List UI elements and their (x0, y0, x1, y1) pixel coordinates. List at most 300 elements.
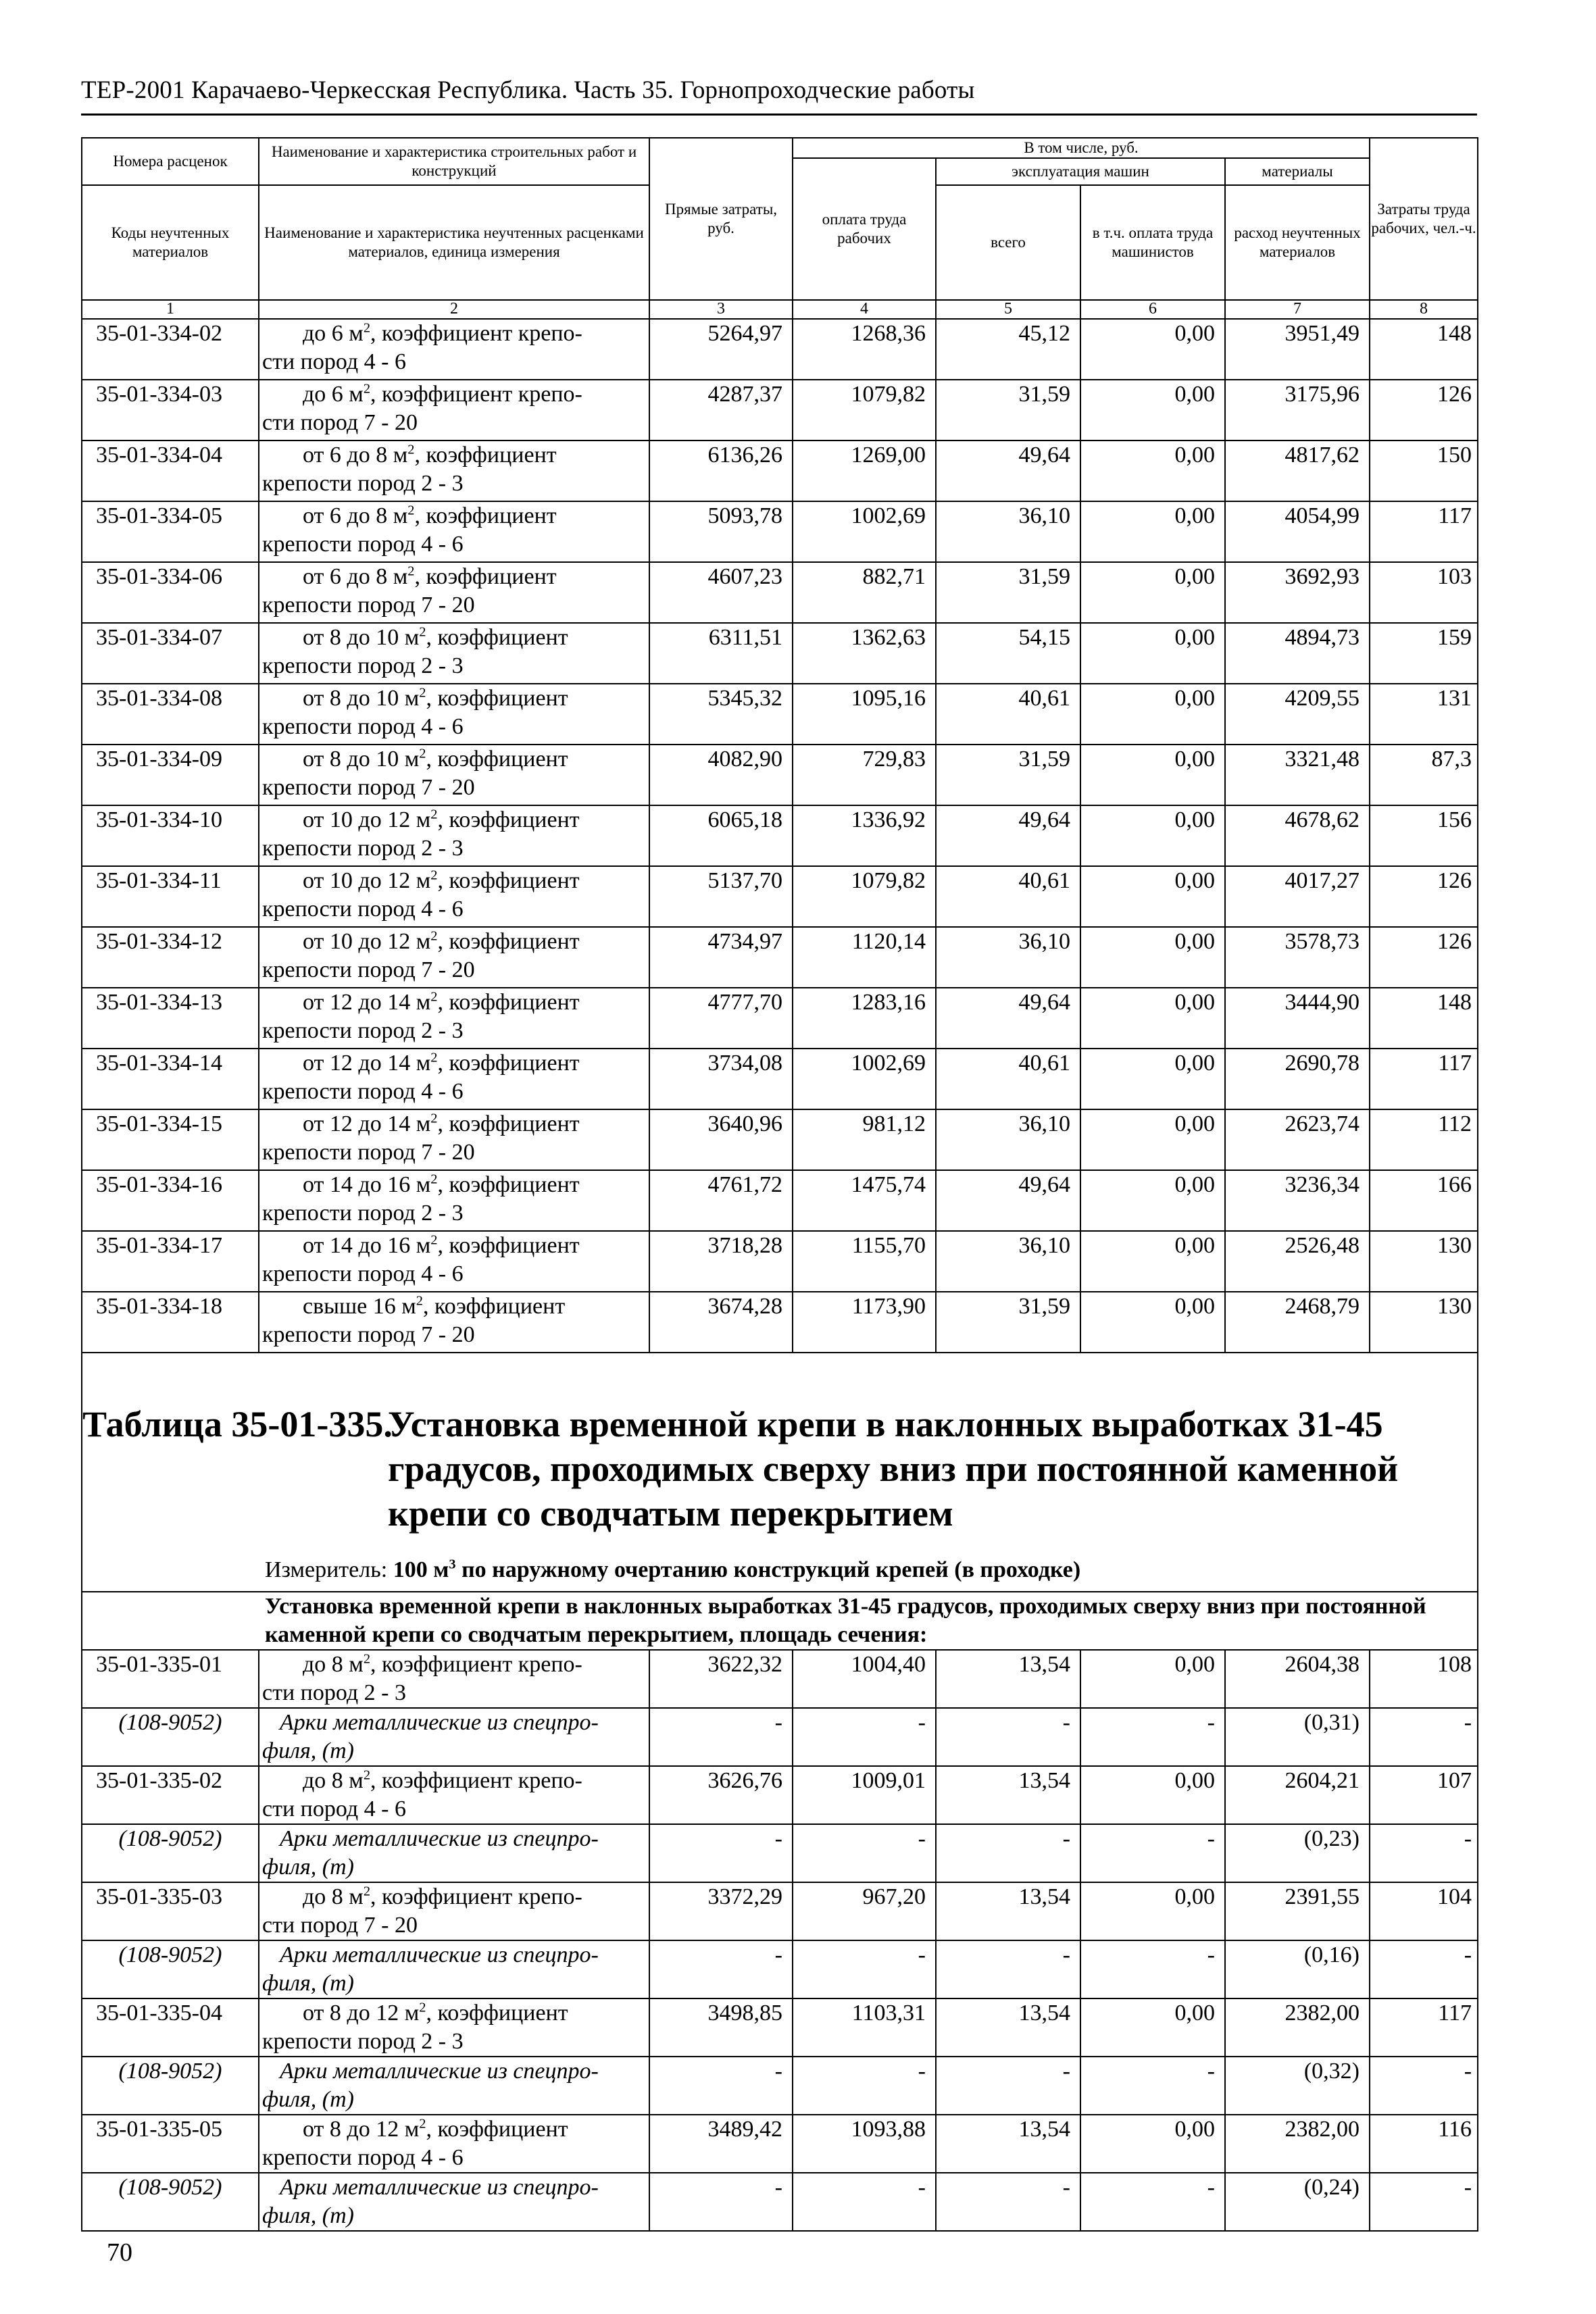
desc-part: от 8 до 10 м (303, 747, 420, 772)
desc-part: крепости пород 2 - 3 (262, 653, 464, 678)
value-cell: 49,64 (936, 805, 1080, 866)
rate-description (259, 501, 649, 562)
value-cell: - (1080, 2057, 1225, 2115)
value-cell: 0,00 (1080, 866, 1225, 927)
rate-description (259, 1882, 649, 1940)
value-cell: 0,00 (1080, 1049, 1225, 1109)
section-title: Установка временной крепи в наклонных выработках 31-45 градусов, проходимых сверху вниз при постоянной каменной крепи со сводчатым перекрытием, площадь сечения: (82, 1592, 1478, 1650)
superscript: 2 (407, 442, 415, 457)
spacer-cell (82, 1353, 1478, 1394)
value-cell: 1269,00 (793, 441, 936, 501)
value-cell: 150 (1370, 441, 1478, 501)
rate-code: 35-01-334-06 (82, 562, 259, 623)
desc-part: крепости пород 7 - 20 (262, 775, 475, 800)
value-cell: 4817,62 (1225, 441, 1370, 501)
value-cell: 54,15 (936, 623, 1080, 684)
rate-code: 35-01-334-04 (82, 441, 259, 501)
value-cell: 126 (1370, 927, 1478, 988)
value-cell: 3372,29 (649, 1882, 793, 1940)
rate-code: 35-01-334-16 (82, 1170, 259, 1231)
superscript: 2 (430, 1232, 438, 1248)
value-cell: 131 (1370, 684, 1478, 745)
value-cell: 0,00 (1080, 1292, 1225, 1353)
value-cell: 1093,88 (793, 2115, 936, 2173)
value-cell: 729,83 (793, 745, 936, 805)
desc-part: до 8 м (303, 1884, 364, 1909)
value-cell: 130 (1370, 1292, 1478, 1353)
page-header: ТЕР-2001 Карачаево-Черкесская Республика. Часть 35. Горнопроходческие работы (81, 76, 975, 104)
value-cell: 0,00 (1080, 1650, 1225, 1708)
superscript: 2 (363, 1884, 371, 1899)
value-cell: 31,59 (936, 562, 1080, 623)
table-row (82, 380, 1478, 441)
value-cell: 2604,21 (1225, 1766, 1370, 1824)
value-cell: 36,10 (936, 501, 1080, 562)
value-cell: 4761,72 (649, 1170, 793, 1231)
value-cell: 159 (1370, 623, 1478, 684)
rate-code: 35-01-335-04 (82, 1998, 259, 2057)
value-cell: - (936, 2173, 1080, 2231)
value-cell: (0,32) (1225, 2057, 1370, 2115)
value-cell: 1095,16 (793, 684, 936, 745)
table-row (82, 684, 1478, 745)
rate-description (259, 1650, 649, 1708)
superscript: 2 (407, 563, 415, 579)
desc-part: , коэффициент (426, 747, 568, 772)
desc-part: , коэффициент (414, 443, 557, 468)
value-cell: 2382,00 (1225, 2115, 1370, 2173)
value-cell: 1002,69 (793, 1049, 936, 1109)
value-cell: 0,00 (1080, 1882, 1225, 1940)
value-cell: 0,00 (1080, 1231, 1225, 1292)
table-row (82, 1650, 1478, 1708)
table-row (82, 745, 1478, 805)
superscript: 2 (419, 685, 426, 701)
desc-part: сти пород 4 - 6 (262, 1796, 406, 1821)
col5-header: всего (936, 185, 1080, 300)
desc-part: крепости пород 2 - 3 (262, 1018, 464, 1043)
desc-part: крепости пород 4 - 6 (262, 714, 464, 739)
value-cell: 3321,48 (1225, 745, 1370, 805)
desc-part: крепости пород 2 - 3 (262, 2029, 464, 2054)
col3-header: Прямые затраты, руб. (649, 138, 793, 300)
desc-part: от 8 до 12 м (303, 2001, 420, 2026)
value-cell: 3626,76 (649, 1766, 793, 1824)
rate-code: 35-01-334-10 (82, 805, 259, 866)
desc-part: , коэффициент (437, 1172, 580, 1197)
value-cell: 31,59 (936, 1292, 1080, 1353)
rate-code: 35-01-334-09 (82, 745, 259, 805)
desc-part: сти пород 7 - 20 (262, 410, 418, 435)
superscript: 2 (430, 1172, 438, 1187)
col-number: 8 (1370, 300, 1478, 319)
spacer-row (82, 1353, 1478, 1394)
rate-code: 35-01-334-03 (82, 380, 259, 441)
value-cell: 0,00 (1080, 623, 1225, 684)
value-cell: 2526,48 (1225, 1231, 1370, 1292)
desc-part: крепости пород 2 - 3 (262, 836, 464, 861)
value-cell: - (936, 1708, 1080, 1766)
value-cell: 117 (1370, 1998, 1478, 2057)
desc-part: от 8 до 10 м (303, 686, 420, 711)
material-code: (108-9052) (82, 1940, 259, 1998)
material-row (82, 1708, 1478, 1766)
rate-description (259, 745, 649, 805)
desc-part: крепости пород 4 - 6 (262, 532, 464, 557)
value-cell: 40,61 (936, 684, 1080, 745)
desc-part: крепости пород 4 - 6 (262, 1261, 464, 1286)
value-cell: 0,00 (1080, 745, 1225, 805)
value-cell: 6136,26 (649, 441, 793, 501)
material-code: (108-9052) (82, 2057, 259, 2115)
value-cell: 0,00 (1080, 562, 1225, 623)
value-cell: 3734,08 (649, 1049, 793, 1109)
value-cell: 3692,93 (1225, 562, 1370, 623)
value-cell: 0,00 (1080, 1766, 1225, 1824)
rate-code: 35-01-334-02 (82, 319, 259, 380)
value-cell: - (649, 1940, 793, 1998)
rate-description (259, 623, 649, 684)
value-cell: 3444,90 (1225, 988, 1370, 1049)
table-row (82, 1109, 1478, 1170)
col-number: 4 (793, 300, 936, 319)
value-cell: 40,61 (936, 1049, 1080, 1109)
value-cell: 0,00 (1080, 805, 1225, 866)
material-name: Арки металлические из спецпро-филя, (т) (259, 1708, 649, 1766)
rate-code: 35-01-335-02 (82, 1766, 259, 1824)
rate-code: 35-01-334-14 (82, 1049, 259, 1109)
value-cell: 49,64 (936, 1170, 1080, 1231)
desc-part: , коэффициент (422, 1294, 566, 1319)
rate-code: 35-01-334-12 (82, 927, 259, 988)
value-cell: 31,59 (936, 745, 1080, 805)
measure-label: Измеритель: (265, 1557, 393, 1582)
desc-part: , коэффициент (426, 686, 568, 711)
rate-description (259, 805, 649, 866)
superscript: 2 (363, 1651, 371, 1667)
material-row (82, 1940, 1478, 1998)
superscript: 2 (430, 1111, 438, 1126)
desc-part: сти пород 2 - 3 (262, 1680, 406, 1705)
table-row (82, 441, 1478, 501)
page-number: 70 (107, 2238, 132, 2267)
table-row (82, 1049, 1478, 1109)
machines-header: эксплуатация машин (936, 158, 1225, 185)
desc-part: , коэффициент крепо- (370, 1884, 582, 1909)
desc-part: крепости пород 4 - 6 (262, 2145, 464, 2170)
table-row (82, 927, 1478, 988)
value-cell: 126 (1370, 380, 1478, 441)
value-cell: 0,00 (1080, 1170, 1225, 1231)
superscript: 3 (449, 1557, 456, 1572)
superscript: 2 (419, 746, 426, 761)
value-cell: 1362,63 (793, 623, 936, 684)
desc-part: сти пород 4 - 6 (262, 349, 406, 374)
col8-header: Затраты труда рабочих, чел.-ч. (1370, 138, 1478, 300)
desc-part: , коэффициент крепо- (370, 1652, 582, 1677)
table-row (82, 562, 1478, 623)
value-cell: 36,10 (936, 927, 1080, 988)
table-row (82, 501, 1478, 562)
value-cell: 156 (1370, 805, 1478, 866)
desc-part: крепости пород 2 - 3 (262, 471, 464, 496)
col-number: 1 (82, 300, 259, 319)
value-cell: 0,00 (1080, 684, 1225, 745)
desc-part: сти пород 7 - 20 (262, 1913, 418, 1938)
col4-header: оплата труда рабочих (793, 158, 936, 300)
value-cell: 1009,01 (793, 1766, 936, 1824)
value-cell: 3175,96 (1225, 380, 1370, 441)
superscript: 2 (430, 1050, 438, 1065)
value-cell: 4777,70 (649, 988, 793, 1049)
table-heading: Установка временной крепи в наклонных выработках 31-45 градусов, проходимых сверху вниз при постоянной каменной крепи со сводчатым перекрытием (388, 1404, 1399, 1534)
value-cell: 117 (1370, 501, 1478, 562)
material-name: Арки металлические из спецпро-филя, (т) (259, 1940, 649, 1998)
value-cell: 1120,14 (793, 927, 936, 988)
value-cell: - (1370, 1824, 1478, 1882)
value-cell: - (1370, 1708, 1478, 1766)
table-row (82, 1292, 1478, 1353)
desc-part: крепости пород 7 - 20 (262, 1140, 475, 1165)
value-cell: - (1080, 1940, 1225, 1998)
material-row (82, 1824, 1478, 1882)
superscript: 2 (363, 381, 371, 397)
col2-header-bottom: Наименование и характеристика неучтенных расценками материалов, единица измерения (259, 185, 649, 300)
value-cell: 126 (1370, 866, 1478, 927)
value-cell: 36,10 (936, 1231, 1080, 1292)
table-number: Таблица 35-01-335. (82, 1404, 393, 1444)
value-cell: 6065,18 (649, 805, 793, 866)
table-row (82, 1766, 1478, 1824)
superscript: 2 (363, 1767, 371, 1783)
value-cell: - (1370, 2057, 1478, 2115)
value-cell: 2468,79 (1225, 1292, 1370, 1353)
value-cell: 5137,70 (649, 866, 793, 927)
value-cell: 4082,90 (649, 745, 793, 805)
value-cell: 107 (1370, 1766, 1478, 1824)
value-cell: - (936, 2057, 1080, 2115)
rate-description (259, 441, 649, 501)
value-cell: 148 (1370, 988, 1478, 1049)
value-cell: 4209,55 (1225, 684, 1370, 745)
value-cell: 117 (1370, 1049, 1478, 1109)
desc-part: , коэффициент (437, 929, 580, 954)
value-cell: (0,24) (1225, 2173, 1370, 2231)
desc-part: , коэффициент (437, 807, 580, 832)
value-cell: 967,20 (793, 1882, 936, 1940)
desc-part: свыше 16 м (303, 1294, 416, 1319)
desc-part: до 6 м (303, 321, 364, 346)
value-cell: 1155,70 (793, 1231, 936, 1292)
value-cell: 2391,55 (1225, 1882, 1370, 1940)
value-cell: 4054,99 (1225, 501, 1370, 562)
value-cell: - (793, 1824, 936, 1882)
rate-description (259, 1109, 649, 1170)
desc-part: от 6 до 8 м (303, 443, 408, 468)
value-cell: 1268,36 (793, 319, 936, 380)
value-cell: 148 (1370, 319, 1478, 380)
value-cell: 1103,31 (793, 1998, 936, 2057)
value-cell: 1004,40 (793, 1650, 936, 1708)
value-cell: 112 (1370, 1109, 1478, 1170)
table-row (82, 319, 1478, 380)
materials-header: материалы (1225, 158, 1370, 185)
table-title (82, 1394, 1477, 1556)
table-row (82, 1998, 1478, 2057)
rate-description (259, 866, 649, 927)
desc-part: , коэффициент крепо- (370, 382, 582, 407)
material-code: (108-9052) (82, 1708, 259, 1766)
table-row (82, 1231, 1478, 1292)
value-cell: 4287,37 (649, 380, 793, 441)
col7-header: расход неучтенных материалов (1225, 185, 1370, 300)
value-cell: 1173,90 (793, 1292, 936, 1353)
rate-code: 35-01-334-08 (82, 684, 259, 745)
rate-description (259, 927, 649, 988)
rate-code: 35-01-335-05 (82, 2115, 259, 2173)
value-cell: 49,64 (936, 441, 1080, 501)
value-cell: 2604,38 (1225, 1650, 1370, 1708)
desc-part: крепости пород 7 - 20 (262, 957, 475, 982)
desc-part: , коэффициент (426, 2001, 568, 2026)
value-cell: 2382,00 (1225, 1998, 1370, 2057)
section-row (82, 1592, 1478, 1650)
value-cell: 13,54 (936, 2115, 1080, 2173)
rate-description (259, 1170, 649, 1231)
desc-part: , коэффициент (437, 868, 580, 893)
desc-part: крепости пород 4 - 6 (262, 1079, 464, 1104)
value-cell: 1079,82 (793, 866, 936, 927)
rate-description (259, 1292, 649, 1353)
value-cell: 13,54 (936, 1882, 1080, 1940)
rate-code: 35-01-334-05 (82, 501, 259, 562)
value-cell: 5093,78 (649, 501, 793, 562)
value-cell: 3718,28 (649, 1231, 793, 1292)
desc-part: от 14 до 16 м (303, 1172, 431, 1197)
rates-table (81, 137, 1478, 2232)
table-row (82, 866, 1478, 927)
value-cell: - (1370, 2173, 1478, 2231)
table-row (82, 2115, 1478, 2173)
value-cell: 0,00 (1080, 1998, 1225, 2057)
value-cell: 3236,34 (1225, 1170, 1370, 1231)
value-cell: 5345,32 (649, 684, 793, 745)
table-row (82, 988, 1478, 1049)
desc-part: от 10 до 12 м (303, 929, 431, 954)
desc-part: , коэффициент (437, 1051, 580, 1076)
rate-description (259, 562, 649, 623)
table-row (82, 805, 1478, 866)
superscript: 2 (430, 807, 438, 822)
desc-part: , коэффициент (414, 564, 557, 589)
value-cell: 3622,32 (649, 1650, 793, 1708)
rate-code: 35-01-334-07 (82, 623, 259, 684)
value-cell: 4607,23 (649, 562, 793, 623)
desc-part: крепости пород 7 - 20 (262, 1322, 475, 1347)
material-name: Арки металлические из спецпро-филя, (т) (259, 1824, 649, 1882)
value-cell: 0,00 (1080, 380, 1225, 441)
desc-part: до 8 м (303, 1768, 364, 1793)
material-row (82, 2057, 1478, 2115)
value-cell: 1336,92 (793, 805, 936, 866)
col-number: 2 (259, 300, 649, 319)
value-cell: 3674,28 (649, 1292, 793, 1353)
measure-value (393, 1557, 1080, 1582)
desc-part: крепости пород 7 - 20 (262, 593, 475, 618)
value-cell: 5264,97 (649, 319, 793, 380)
rate-code: 35-01-334-13 (82, 988, 259, 1049)
desc-part: крепости пород 4 - 6 (262, 897, 464, 922)
col-number: 6 (1080, 300, 1225, 319)
value-cell: 103 (1370, 562, 1478, 623)
desc-part: до 8 м (303, 1652, 364, 1677)
value-cell: - (1080, 1824, 1225, 1882)
rate-code: 35-01-335-01 (82, 1650, 259, 1708)
measure-unit (82, 1556, 1478, 1592)
superscript: 2 (419, 624, 426, 640)
table-title-cell (82, 1394, 1478, 1556)
superscript: 2 (363, 320, 371, 336)
measure-value-text: по наружному очертанию конструкций крепей (в проходке) (455, 1557, 1081, 1582)
desc-part: , коэффициент (437, 1111, 580, 1136)
value-cell: 882,71 (793, 562, 936, 623)
desc-part: , коэффициент крепо- (370, 321, 582, 346)
col6-header: в т.ч. оплата труда машинистов (1080, 185, 1225, 300)
desc-part: , коэффициент (437, 990, 580, 1015)
table-title-row (82, 1394, 1478, 1556)
desc-part: от 6 до 8 м (303, 564, 408, 589)
group-header: В том числе, руб. (793, 138, 1370, 158)
superscript: 2 (419, 2000, 426, 2015)
rate-description (259, 684, 649, 745)
rate-code: 35-01-334-15 (82, 1109, 259, 1170)
value-cell: 108 (1370, 1650, 1478, 1708)
value-cell: 4734,97 (649, 927, 793, 988)
value-cell: 3578,73 (1225, 927, 1370, 988)
desc-part: от 10 до 12 м (303, 807, 431, 832)
value-cell: 2623,74 (1225, 1109, 1370, 1170)
col1-header-bottom: Коды неучтенных материалов (82, 185, 259, 300)
value-cell: 49,64 (936, 988, 1080, 1049)
value-cell: 104 (1370, 1882, 1478, 1940)
value-cell: 45,12 (936, 319, 1080, 380)
value-cell: 4894,73 (1225, 623, 1370, 684)
value-cell: 130 (1370, 1231, 1478, 1292)
rate-description (259, 1998, 649, 2057)
value-cell: - (649, 2173, 793, 2231)
value-cell: 0,00 (1080, 501, 1225, 562)
value-cell: - (793, 2057, 936, 2115)
desc-part: до 6 м (303, 382, 364, 407)
rate-description (259, 1231, 649, 1292)
rate-description (259, 1049, 649, 1109)
value-cell: 0,00 (1080, 441, 1225, 501)
rate-description (259, 988, 649, 1049)
value-cell: 3489,42 (649, 2115, 793, 2173)
table-row (82, 1882, 1478, 1940)
measure-row (82, 1556, 1478, 1592)
value-cell: 2690,78 (1225, 1049, 1370, 1109)
value-cell: 36,10 (936, 1109, 1080, 1170)
value-cell: - (649, 1708, 793, 1766)
table-row (82, 623, 1478, 684)
desc-part: от 12 до 14 м (303, 1051, 431, 1076)
value-cell: - (936, 1940, 1080, 1998)
value-cell: - (793, 1940, 936, 1998)
value-cell: 0,00 (1080, 927, 1225, 988)
value-cell: 0,00 (1080, 988, 1225, 1049)
value-cell: 0,00 (1080, 2115, 1225, 2173)
